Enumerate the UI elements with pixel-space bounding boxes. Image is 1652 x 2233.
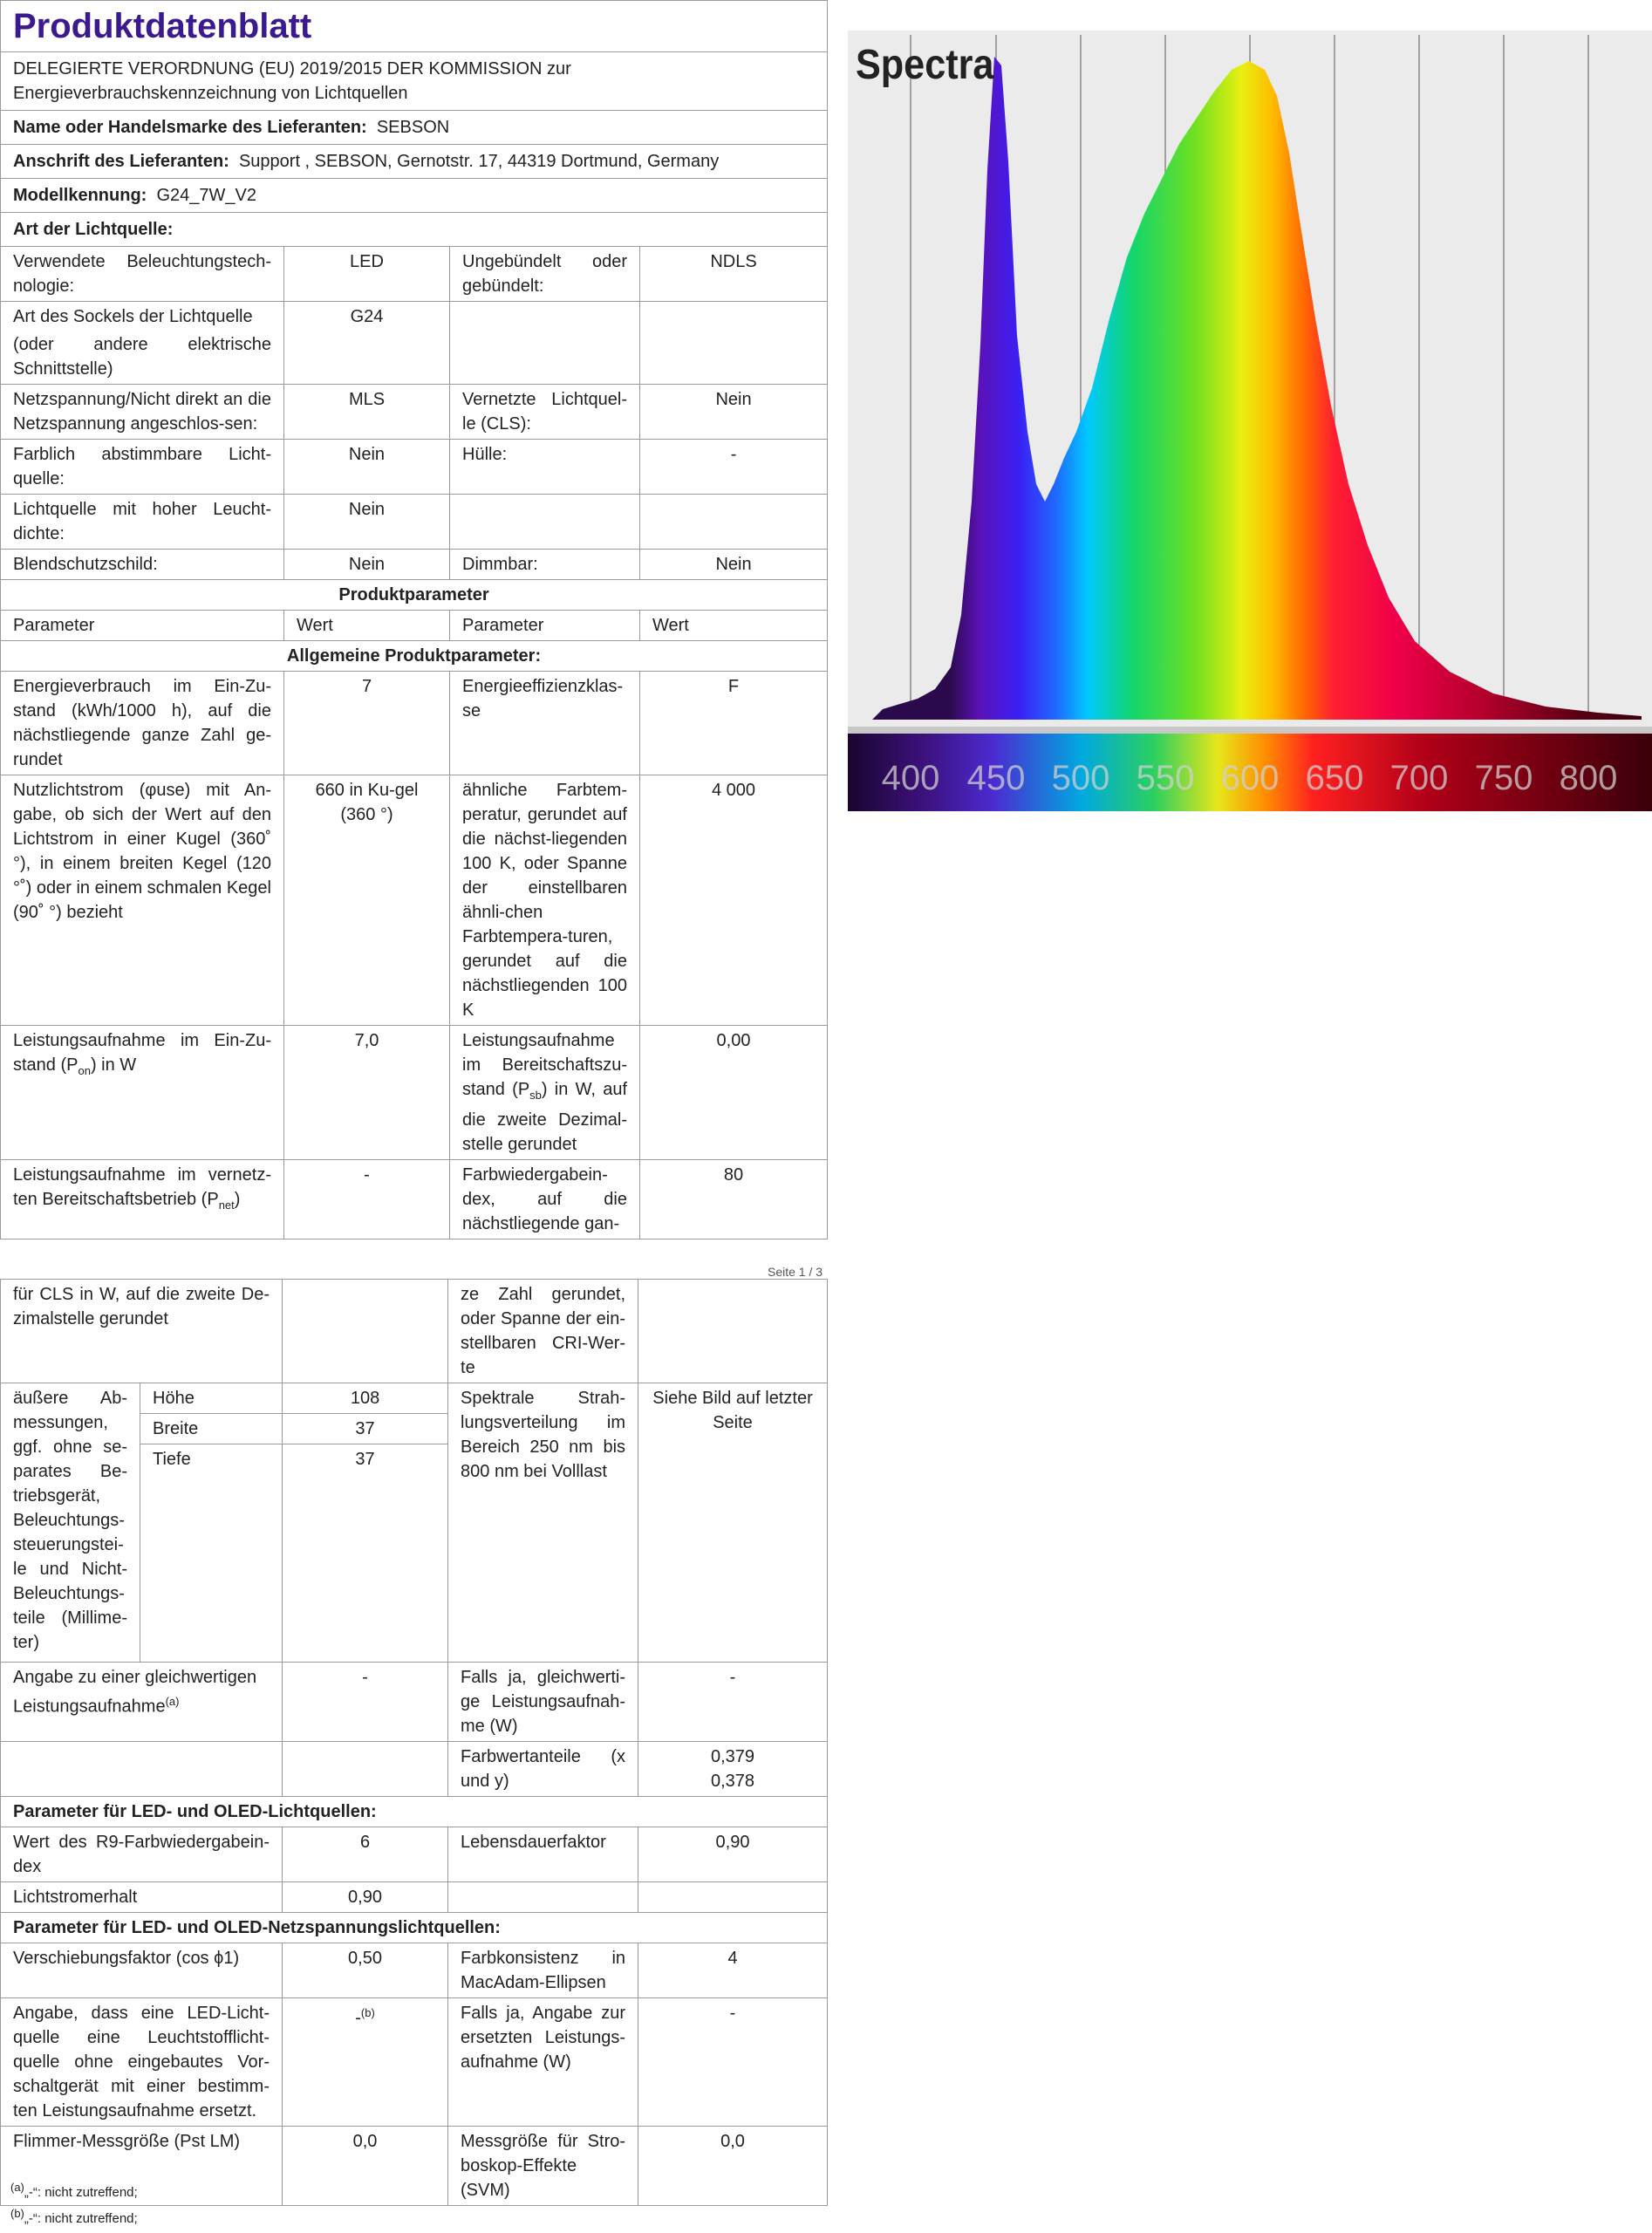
pon-value: 7,0: [284, 1026, 450, 1160]
svm-label: Messgröße für Stro-boskop-Effekte (SVM): [448, 2127, 638, 2206]
address-value: Support , SEBSON, Gernotstr. 17, 44319 Dortmund, Germany: [238, 152, 720, 171]
pnet-label-continued: für CLS in W, auf die zweite De-zimalstelle gerundet: [1, 1280, 283, 1383]
equiv-value: -: [283, 1663, 448, 1742]
retro-value: [283, 1998, 448, 2127]
bundled-value: NDLS: [640, 247, 828, 302]
envelope-label: Hülle:: [450, 440, 640, 495]
datasheet-part-2: [0, 1279, 827, 2206]
cosphi-value: 0,50: [283, 1943, 448, 1998]
dim-value: Nein: [640, 550, 828, 580]
retro2-label: Falls ja, Angabe zur ersetzten Leistungs-aufnahme (W): [448, 1998, 638, 2127]
mains-heading: Parameter für LED- und OLED-Netzspannungslichtquellen:: [1, 1913, 828, 1943]
maint-label: Lichtstromerhalt: [1, 1882, 283, 1913]
psb-sub: sb: [529, 1089, 542, 1102]
address-row: [1, 145, 828, 179]
cct-value: 4 000: [640, 775, 828, 1026]
pnet-label-b: ): [234, 1190, 241, 1209]
model-value: G24_7W_V2: [156, 186, 256, 205]
supplier-row: [1, 111, 828, 145]
tech-value: LED: [284, 247, 450, 302]
glare-value: Nein: [284, 550, 450, 580]
tech-label: Verwendete Beleuchtungstech-nologie:: [1, 247, 284, 302]
spectrum-image: [848, 31, 1652, 811]
macadam-label: Farbkonsistenz in MacAdam-Ellipsen: [448, 1943, 638, 1998]
col-header-param: Parameter: [450, 611, 640, 641]
bundled-label: Ungebündelt oder gebündelt:: [450, 247, 640, 302]
footnote-a-text: „-“: nicht zutreffend;: [24, 2185, 138, 2200]
pon-label-b: ) in W: [90, 1055, 137, 1075]
page-title: Produktdatenblatt: [1, 1, 828, 52]
general-heading: Allgemeine Produktparameter:: [1, 641, 828, 672]
pnet-label-a: Leistungsaufnahme im vernetz-ten Bereitschaftsbetrieb (P: [13, 1165, 271, 1209]
footnote-b-mark: (b): [10, 2207, 24, 2220]
col-header-param: Parameter: [1, 611, 284, 641]
equiv-label-text: Angabe zu einer gleichwertigen Leistungsaufnahme: [13, 1668, 257, 1717]
pnet-value: -: [284, 1160, 450, 1239]
tick-750: 750: [1474, 759, 1533, 797]
psb-label: [450, 1026, 640, 1160]
empty-cell: [640, 302, 828, 385]
pnet-label: [1, 1160, 284, 1239]
chroma-label: Farbwertanteile (x und y): [448, 1742, 638, 1797]
socket-label-cell: [1, 302, 284, 385]
footnote-a-mark: (a): [10, 2181, 24, 2194]
led-heading: Parameter für LED- und OLED-Lichtquellen:: [1, 1797, 828, 1827]
pnet-sub: net: [218, 1198, 235, 1212]
tunable-label: Farblich abstimmbare Licht-quelle:: [1, 440, 284, 495]
hlq-label: Lichtquelle mit hoher Leucht-dichte:: [1, 495, 284, 550]
cls-value: Nein: [640, 385, 828, 440]
tick-550: 550: [1136, 759, 1195, 797]
supplier-value: SEBSON: [376, 118, 450, 137]
socket-value: G24: [284, 302, 450, 385]
r9-value: 6: [283, 1827, 448, 1882]
cls-label: Vernetzte Lichtquel-le (CLS):: [450, 385, 640, 440]
retro-label: Angabe, dass eine LED-Licht-quelle eine Leuchtstofflicht-quelle ohne eingebautes Vor-schaltgerät mit einer bestimm-ten Leistungsaufnahme ersetzt.: [1, 1998, 283, 2127]
spectrum-title: Spectra: [856, 40, 994, 88]
cri-label-continued: ze Zahl gerundet, oder Spanne der ein-stellbaren CRI-Wer-te: [448, 1280, 638, 1383]
depth-label: Tiefe: [140, 1444, 283, 1663]
tick-450: 450: [966, 759, 1026, 797]
empty-cell: [448, 1882, 638, 1913]
flux-label: Nutzlichtstrom (φuse) mit An-gabe, ob sich der Wert auf den Lichtstrom in einer Kugel (360˚ °), in einem breiten Kegel (120 °˚) oder in einem schmalen Kegel (90˚ °) bezieht: [1, 775, 284, 1026]
eclass-label: Energieeffizienzklas-se: [450, 672, 640, 775]
tunable-value: Nein: [284, 440, 450, 495]
pst-value: 0,0: [283, 2127, 448, 2206]
pon-label-a: Leistungsaufnahme im Ein-Zu-stand (P: [13, 1031, 271, 1075]
empty-cell: [283, 1742, 448, 1797]
supplier-label: Name oder Handelsmarke des Lieferanten:: [13, 118, 367, 137]
cri-label: Farbwiedergabein-dex, auf die nächstliegende gan-: [450, 1160, 640, 1239]
socket-label: Art des Sockels der Lichtquelle: [13, 307, 253, 326]
retro-value-text: -: [355, 2008, 361, 2028]
energy-label: Energieverbrauch im Ein-Zu-stand (kWh/1000 h), auf die nächstliegende ganze Zahl ge-rundet: [1, 672, 284, 775]
dim-label: Dimmbar:: [450, 550, 640, 580]
empty-cell: [1, 1742, 283, 1797]
tick-500: 500: [1051, 759, 1110, 797]
empty-cell: [638, 1882, 828, 1913]
spd-value: Siehe Bild auf letzter Seite: [638, 1383, 828, 1663]
empty-cell: [450, 302, 640, 385]
cri-value: 80: [640, 1160, 828, 1239]
pst-label: Flimmer-Messgröße (Pst LM): [1, 2127, 283, 2206]
col-header-value: Wert: [640, 611, 828, 641]
empty-cell: [283, 1280, 448, 1383]
tick-400: 400: [881, 759, 940, 797]
socket-label-note: (oder andere elektrische Schnittstelle): [13, 335, 271, 379]
hlq-value: Nein: [284, 495, 450, 550]
tick-600: 600: [1220, 759, 1280, 797]
params-heading: Produktparameter: [1, 580, 828, 611]
tick-800: 800: [1559, 759, 1618, 797]
datasheet-part-1: [0, 0, 827, 1239]
regulation-text: DELEGIERTE VERORDNUNG (EU) 2019/2015 DER KOMMISSION zur Energieverbrauchskennzeichnung von Lichtquellen: [1, 52, 828, 111]
svm-value: 0,0: [638, 2127, 828, 2206]
depth-value: 37: [283, 1444, 448, 1663]
equiv-label: [1, 1663, 283, 1742]
equiv-sup: (a): [165, 1695, 180, 1708]
height-value: 108: [283, 1383, 448, 1414]
tick-700: 700: [1389, 759, 1449, 797]
equiv2-label: Falls ja, gleichwerti-ge Leistungsaufnah-me (W): [448, 1663, 638, 1742]
col-header-value: Wert: [284, 611, 450, 641]
chroma-x: 0,379: [710, 1747, 755, 1766]
r9-label: Wert des R9-Farbwiedergabein-dex: [1, 1827, 283, 1882]
height-label: Höhe: [140, 1383, 283, 1414]
empty-cell: [640, 495, 828, 550]
retro-sup: (b): [360, 2006, 375, 2019]
mains-value: MLS: [284, 385, 450, 440]
model-label: Modellkennung:: [13, 186, 147, 205]
life-value: 0,90: [638, 1827, 828, 1882]
address-label: Anschrift des Lieferanten:: [13, 152, 229, 171]
maint-value: 0,90: [283, 1882, 448, 1913]
macadam-value: 4: [638, 1943, 828, 1998]
glare-label: Blendschutzschild:: [1, 550, 284, 580]
envelope-value: -: [640, 440, 828, 495]
psb-label-a: Leistungsaufnahme im Bereitschaftszu-stand (P: [462, 1031, 627, 1099]
empty-cell: [638, 1280, 828, 1383]
tick-650: 650: [1305, 759, 1364, 797]
empty-cell: [450, 495, 640, 550]
mains-label: Netzspannung/Nicht direkt an die Netzspannung angeschlos-sen:: [1, 385, 284, 440]
footnote-b: [10, 2207, 138, 2226]
chroma-value: [638, 1742, 828, 1797]
retro2-value: -: [638, 1998, 828, 2127]
model-row: [1, 179, 828, 213]
type-heading: Art der Lichtquelle:: [1, 213, 828, 247]
width-value: 37: [283, 1414, 448, 1444]
pon-sub: on: [78, 1064, 91, 1077]
psb-label-b: ) in W, auf die zweite Dezimal-stelle gerundet: [462, 1080, 627, 1154]
width-label: Breite: [140, 1414, 283, 1444]
spd-label: Spektrale Strah-lungsverteilung im Bereich 250 nm bis 800 nm bei Volllast: [448, 1383, 638, 1663]
chroma-y: 0,378: [710, 1772, 755, 1791]
cct-label: ähnliche Farbtem-peratur, gerundet auf die nächst-liegenden 100 K, oder Spanne der einstellbaren ähnli-chen Farbtempera-turen, gerundet auf die nächstliegenden 100 K: [450, 775, 640, 1026]
footnote-a: [10, 2181, 138, 2200]
equiv2-value: -: [638, 1663, 828, 1742]
flux-value: 660 in Ku-gel (360 °): [284, 775, 450, 1026]
footnote-b-text: „-“: nicht zutreffend;: [24, 2211, 138, 2226]
dims-label: äußere Ab-messungen, ggf. ohne se-parates Be-triebsgerät, Beleuchtungs-steuerungstei-le und Nicht-Beleuchtungs-teile (Millime-ter): [1, 1383, 140, 1663]
eclass-value: F: [640, 672, 828, 775]
datasheet-table-2: [0, 1279, 828, 2206]
pon-label: [1, 1026, 284, 1160]
cosphi-label: Verschiebungsfaktor (cos ϕ1): [1, 1943, 283, 1998]
psb-value: 0,00: [640, 1026, 828, 1160]
page-number: Seite 1 / 3: [768, 1265, 823, 1279]
energy-value: 7: [284, 672, 450, 775]
life-label: Lebensdauerfaktor: [448, 1827, 638, 1882]
datasheet-table-1: [0, 0, 828, 1239]
